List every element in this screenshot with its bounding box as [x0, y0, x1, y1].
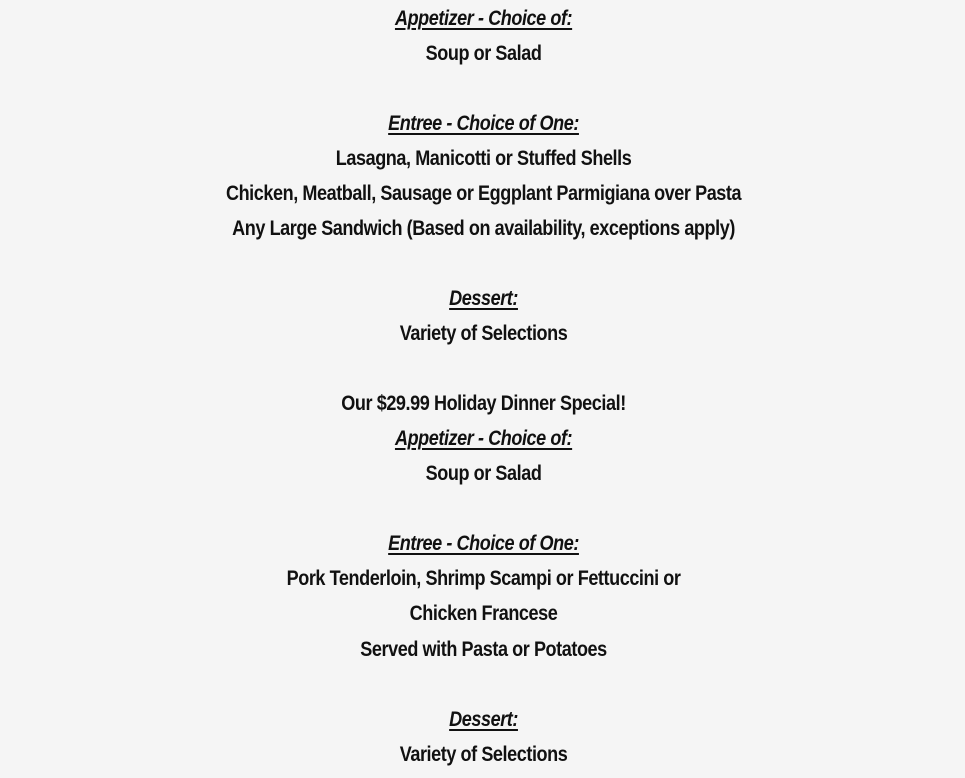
appetizer-item: Soup or Salad — [425, 42, 542, 65]
entree-item: Chicken Francese — [409, 602, 558, 625]
dessert-item: Variety of Selections — [399, 743, 568, 766]
dessert-heading: Dessert: — [449, 708, 518, 731]
entree-item: Any Large Sandwich (Based on availability, exceptions apply) — [232, 217, 735, 240]
dessert-item: Variety of Selections — [399, 322, 568, 345]
appetizer-item: Soup or Salad — [425, 462, 542, 485]
dessert-heading: Dessert: — [449, 287, 518, 310]
entree-item: Served with Pasta or Potatoes — [360, 638, 607, 661]
appetizer-heading: Appetizer - Choice of: — [394, 427, 573, 450]
entree-item: Chicken, Meatball, Sausage or Eggplant Parmigiana over Pasta — [225, 182, 742, 205]
entree-item: Pork Tenderloin, Shrimp Scampi or Fettuccini or — [286, 567, 681, 590]
entree-item: Lasagna, Manicotti or Stuffed Shells — [335, 147, 632, 170]
entree-heading: Entree - Choice of One: — [388, 112, 579, 135]
appetizer-heading: Appetizer - Choice of: — [394, 7, 573, 30]
special-title: Our $29.99 Holiday Dinner Special! — [341, 392, 626, 415]
entree-heading: Entree - Choice of One: — [388, 532, 579, 555]
